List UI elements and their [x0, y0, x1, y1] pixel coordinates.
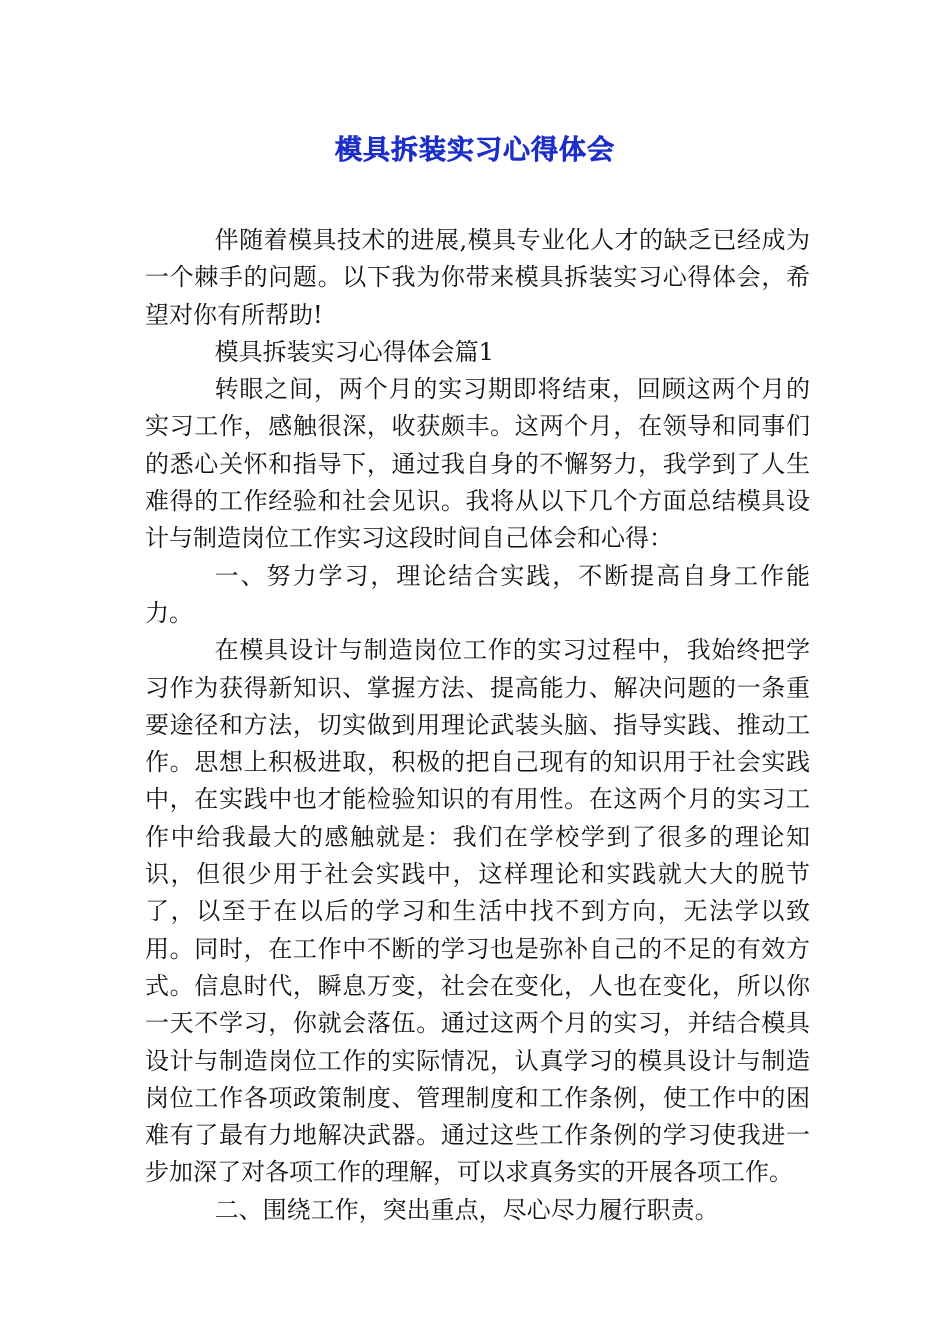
intro-paragraph: 伴随着模具技术的进展,模具专业化人才的缺乏已经成为一个棘手的问题。以下我为你带来模具拆装实习心得体会，希望对你有所帮助!	[145, 226, 810, 329]
subsection-heading: 二、围绕工作，突出重点，尽心尽力履行职责。	[214, 1195, 719, 1224]
body-paragraph: 在模具设计与制造岗位工作的实习过程中，我始终把学习作为获得新知识、掌握方法、提高能力、解决问题的一条重要途径和方法，切实做到用理论武装头脑、指导实践、推动工作。思想上积极进取，积极的把自己现有的知识用于社会实践中，在实践中也才能检验知识的有用性。在这两个月的实习工作中给我最大的感触就是：我们在学校学到了很多的理论知识，但很少用于社会实践中，这样理论和实践就大大的脱节了，以至于在以后的学习和生活中找不到方向，无法学以致用。同时，在工作中不断的学习也是弥补自己的不足的有效方式。信息时代，瞬息万变，社会在变化，人也在变化，所以你一天不学习，你就会落伍。通过这两个月的实习，并结合模具设计与制造岗位工作的实际情况，认真学习的模具设计与制造岗位工作各项政策制度、管理制度和工作条例，使工作中的困难有了最有力地解决武器。通过这些工作条例的学习使我进一步加深了对各项工作的理解，可以求真务实的开展各项工作。	[145, 636, 810, 1187]
document-title: 模具拆装实习心得体会	[335, 135, 615, 166]
document-body	[145, 222, 810, 1229]
body-paragraph: 转眼之间，两个月的实习期即将结束，回顾这两个月的实习工作，感触很深，收获颇丰。这两个月，在领导和同事们的悉心关怀和指导下，通过我自身的不懈努力，我学到了人生难得的工作经验和社会见识。我将从以下几个方面总结模具设计与制造岗位工作实习这段时间自己体会和心得：	[145, 375, 810, 553]
subsection-heading: 一、努力学习，理论结合实践，不断提高自身工作能力。	[145, 561, 810, 627]
section-heading: 模具拆装实习心得体会篇1	[214, 337, 494, 366]
